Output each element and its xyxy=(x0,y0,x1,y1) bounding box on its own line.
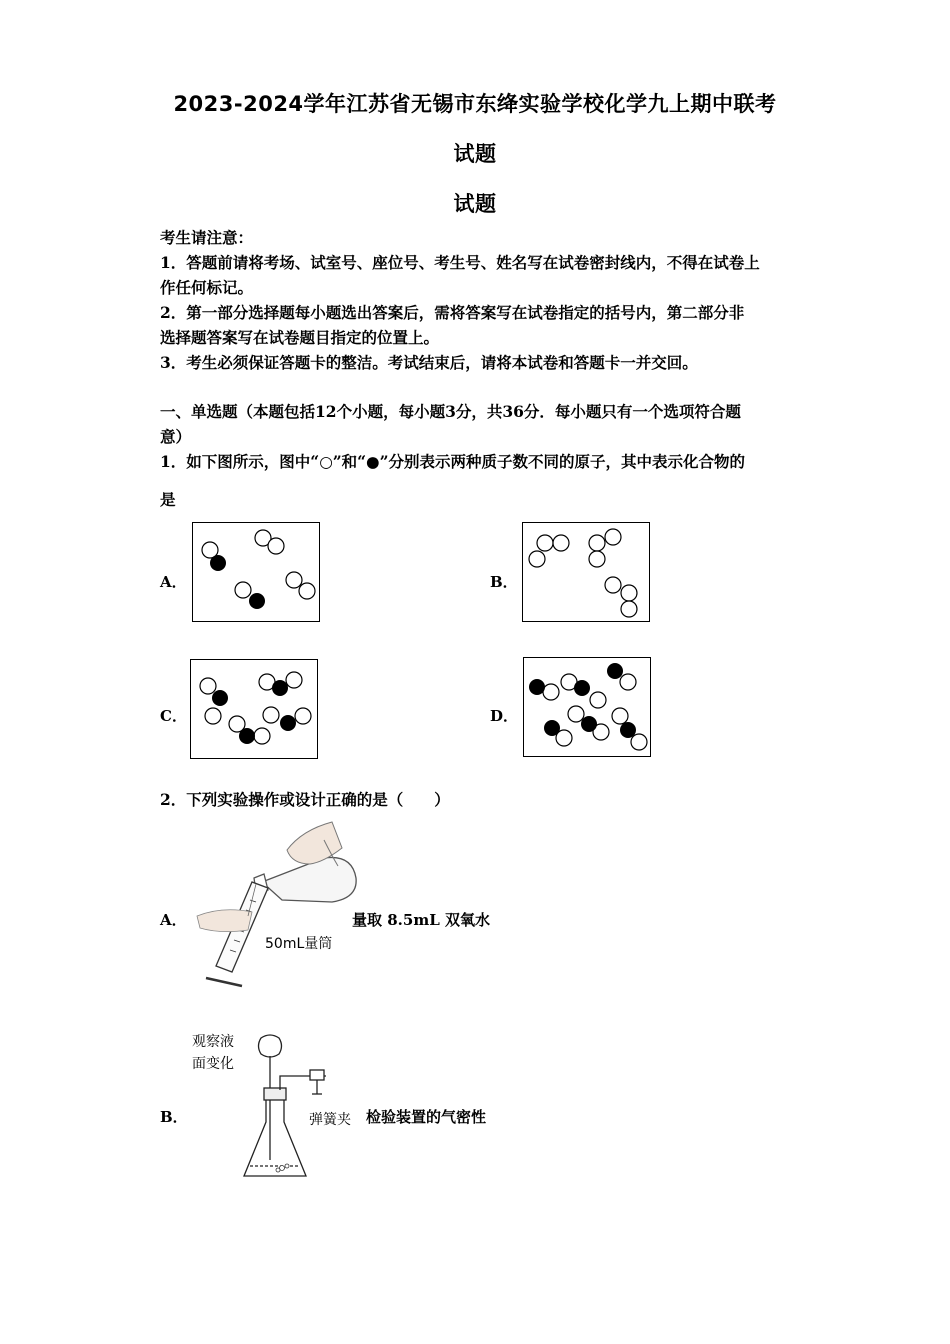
cylinder-label: 50mL量筒 xyxy=(265,936,333,952)
graduated-cylinder-icon xyxy=(206,882,268,986)
hand-icon xyxy=(287,822,342,866)
notice-item-2: 2．第一部分选择题每小题选出答案后，需将答案写在试卷指定的括号内，第二部分非 xyxy=(160,303,745,322)
section-heading: 一、单选题（本题包括12个小题，每小题3分，共36分．每小题只有一个选项符合题 xyxy=(160,402,741,421)
notice-item-2-cont: 选择题答案写在试卷题目指定的位置上。 xyxy=(160,328,440,347)
page-subtitle-repeat: 试题 xyxy=(453,192,497,216)
q2-option-b-text: 检验装置的气密性 xyxy=(366,1108,487,1126)
q1-option-a-figure[interactable] xyxy=(192,522,320,622)
q1-option-a-label[interactable]: A． xyxy=(160,573,187,591)
observe-label-1: 观察液 xyxy=(192,1034,234,1050)
q2-option-a-text: 量取 8.5mL 双氧水 xyxy=(352,911,490,929)
q2-option-a-figure[interactable] xyxy=(192,820,362,992)
question-1-stem-cont: 是 xyxy=(160,490,176,509)
observe-label-2: 面变化 xyxy=(192,1056,234,1072)
notice-heading: 考生请注意： xyxy=(160,228,254,247)
conical-flask-icon xyxy=(244,1100,306,1176)
question-2-stem: 2．下列实验操作或设计正确的是（ ） xyxy=(160,790,450,809)
spring-clip-icon xyxy=(310,1070,324,1094)
section-heading-cont: 意） xyxy=(160,427,192,446)
q1-option-c-label[interactable]: C． xyxy=(160,707,187,725)
notice-item-1-cont: 作任何标记。 xyxy=(160,278,254,297)
notice-item-1: 1．答题前请将考场、试室号、座位号、考生号、姓名写在试卷密封线内，不得在试卷上 xyxy=(160,253,760,272)
q2-option-b-figure[interactable] xyxy=(236,1030,336,1185)
question-1-stem: 1．如下图所示，图中“○”和“●”分别表示两种质子数不同的原子，其中表示化合物的 xyxy=(160,452,745,471)
q1-option-c-figure[interactable] xyxy=(190,659,318,759)
page-subtitle: 试题 xyxy=(453,142,497,166)
notice-item-3: 3．考生必须保证答题卡的整洁。考试结束后，请将本试卷和答题卡一并交回。 xyxy=(160,353,698,372)
stopper-icon xyxy=(264,1088,286,1100)
spring-clip-label: 弹簧夹 xyxy=(309,1112,351,1128)
funnel-icon xyxy=(259,1035,282,1057)
q2-option-b-label[interactable]: B． xyxy=(160,1108,188,1126)
q1-option-b-figure[interactable] xyxy=(522,522,650,622)
q2-option-a-label[interactable]: A． xyxy=(160,911,187,929)
q1-option-d-label[interactable]: D． xyxy=(490,707,519,725)
q1-option-d-figure[interactable] xyxy=(523,657,651,757)
page-title: 2023-2024学年江苏省无锡市东绛实验学校化学九上期中联考 xyxy=(173,92,777,116)
q1-option-b-label[interactable]: B． xyxy=(490,573,518,591)
